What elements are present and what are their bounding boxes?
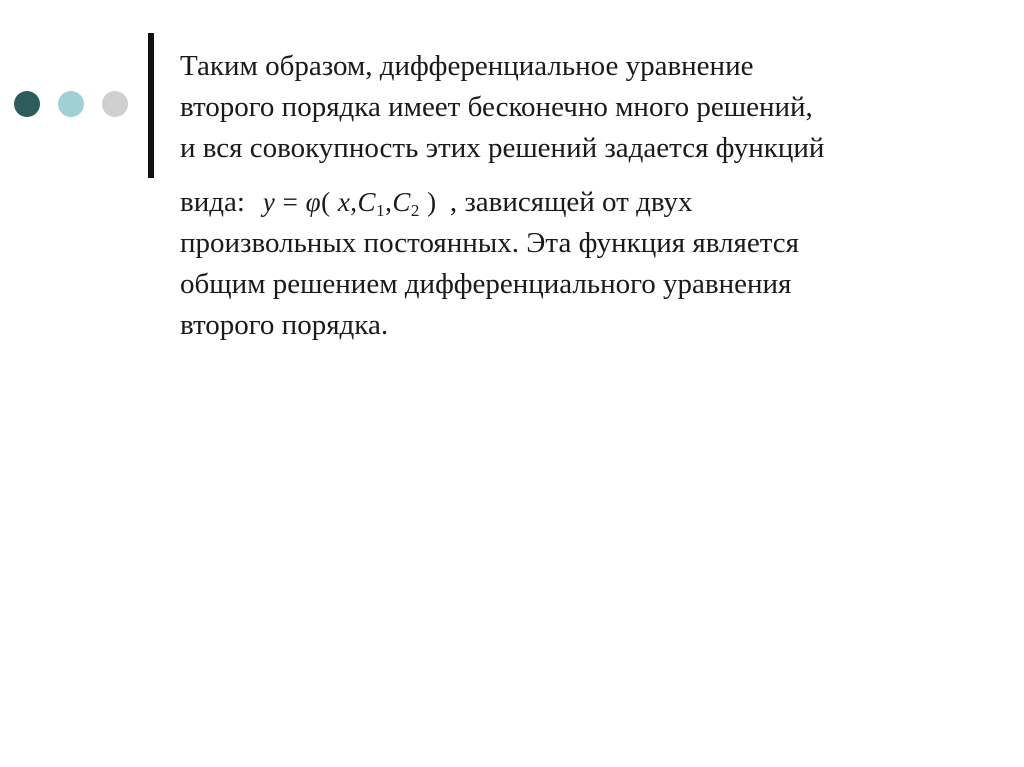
paragraph-2-line-1: [180, 182, 970, 223]
vertical-divider-bar: [148, 33, 154, 178]
paragraph-1: [180, 46, 970, 169]
paragraph-1-line-2: второго порядка имеет бесконечно много решений,: [180, 91, 813, 123]
paragraph-1-line-1: Таким образом, дифференциальное уравнение: [180, 50, 754, 82]
paragraph-1-line-3: и вся совокупность этих решений задается функций: [180, 132, 825, 164]
paragraph-2: [180, 182, 970, 346]
dot-dark-teal-icon: [14, 91, 40, 117]
formula-prefix: вида:: [180, 186, 245, 218]
formula-suffix: , зависящей от двух: [449, 186, 693, 218]
paragraph-2-line-4: второго порядка.: [180, 309, 389, 341]
slide-body: [180, 46, 970, 346]
general-solution-formula: y = φ( $x,C_1,C_2$ ): [262, 187, 437, 220]
paragraph-2-line-2: произвольных постоянных. Эта функция является: [180, 227, 799, 259]
paragraph-2-line-3: общим решением дифференциального уравнения: [180, 268, 792, 300]
decorative-dots: [14, 91, 134, 119]
dot-light-teal-icon: [58, 91, 84, 117]
dot-gray-icon: [102, 91, 128, 117]
